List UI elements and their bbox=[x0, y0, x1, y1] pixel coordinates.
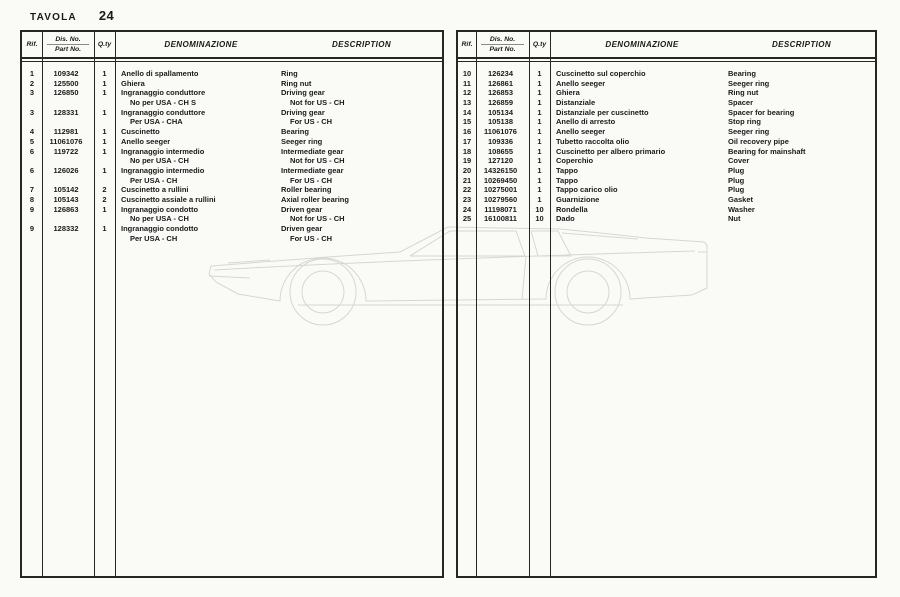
cell-names bbox=[115, 205, 442, 215]
header-part-no: Part No. bbox=[54, 45, 82, 53]
cell-denominazione: Ingranaggio intermedio bbox=[121, 165, 205, 175]
plate-number: 24 bbox=[98, 8, 115, 23]
cell-denominazione: Anello seeger bbox=[556, 78, 606, 88]
cell-qty: 1 bbox=[537, 194, 542, 204]
column-divider bbox=[94, 32, 95, 576]
cell-qty: 1 bbox=[537, 78, 542, 88]
cell-names bbox=[550, 205, 875, 215]
cell-qty bbox=[94, 156, 115, 166]
parts-row bbox=[22, 108, 442, 118]
parts-row bbox=[22, 88, 442, 98]
parts-row bbox=[458, 108, 875, 118]
cell-denominazione: Distanziale per cuscinetto bbox=[556, 107, 649, 117]
cell-names bbox=[550, 117, 875, 127]
cell-qty: 1 bbox=[102, 88, 107, 98]
parts-row bbox=[22, 224, 442, 234]
cell-rif: 8 bbox=[29, 194, 35, 204]
cell-description: Seeger ring bbox=[281, 136, 323, 146]
cell-denominazione: No per USA - CH S bbox=[130, 98, 196, 108]
cell-denominazione: Cuscinetto bbox=[121, 127, 160, 137]
cell-description: Gasket bbox=[728, 194, 754, 204]
cell-description: Stop ring bbox=[728, 117, 761, 127]
cell-names bbox=[550, 79, 875, 89]
parts-row bbox=[22, 69, 442, 79]
cell-description: Roller bearing bbox=[281, 185, 332, 195]
cell-rif: 3 bbox=[29, 107, 35, 117]
parts-row-variant-note bbox=[22, 176, 442, 186]
cell-denominazione: Ingranaggio conduttore bbox=[121, 88, 206, 98]
cell-description: Ring nut bbox=[728, 88, 759, 98]
parts-row bbox=[458, 147, 875, 157]
cell-denominazione: Cuscinetto assiale a rullini bbox=[121, 194, 216, 204]
cell-rif bbox=[22, 176, 42, 186]
parts-row bbox=[22, 195, 442, 205]
cell-qty: 1 bbox=[537, 117, 542, 127]
cell-part-number: 125500 bbox=[53, 78, 79, 88]
cell-names bbox=[550, 156, 875, 166]
header-qty: Q.ty bbox=[532, 40, 547, 48]
cell-denominazione: Anello seeger bbox=[556, 127, 606, 137]
cell-names bbox=[115, 79, 442, 89]
cell-denominazione: Dado bbox=[556, 214, 575, 224]
cell-part-number: 10279560 bbox=[483, 194, 518, 204]
cell-denominazione: Rondella bbox=[556, 204, 588, 214]
cell-description: Seeger ring bbox=[728, 127, 770, 137]
parts-row bbox=[458, 214, 875, 224]
cell-names bbox=[115, 147, 442, 157]
column-divider bbox=[476, 32, 477, 576]
cell-part-number: 105142 bbox=[53, 185, 79, 195]
cell-denominazione: Cuscinetto per albero primario bbox=[556, 146, 666, 156]
parts-table-right bbox=[456, 30, 877, 578]
parts-row bbox=[458, 156, 875, 166]
cell-description: Spacer bbox=[728, 98, 754, 108]
parts-row-variant-note bbox=[22, 117, 442, 127]
cell-rif: 6 bbox=[29, 146, 35, 156]
cell-qty: 1 bbox=[537, 185, 542, 195]
cell-denominazione: Ingranaggio condotto bbox=[121, 204, 199, 214]
parts-row bbox=[22, 137, 442, 147]
cell-description: Ring nut bbox=[281, 78, 312, 88]
cell-description: For US - CH bbox=[290, 117, 333, 127]
cell-qty: 1 bbox=[537, 107, 542, 117]
cell-part-number: 126850 bbox=[53, 88, 79, 98]
cell-denominazione: Ghiera bbox=[556, 88, 580, 98]
cell-rif: 1 bbox=[29, 69, 35, 78]
parts-row bbox=[22, 127, 442, 137]
cell-names bbox=[550, 185, 875, 195]
cell-qty: 1 bbox=[102, 107, 107, 117]
cell-names bbox=[115, 88, 442, 98]
table-header bbox=[22, 32, 442, 59]
parts-row bbox=[458, 176, 875, 186]
cell-qty: 1 bbox=[102, 204, 107, 214]
cell-denominazione: Cuscinetto sul coperchio bbox=[556, 69, 646, 78]
parts-row bbox=[458, 166, 875, 176]
parts-row bbox=[458, 185, 875, 195]
cell-description: Not for US - CH bbox=[290, 156, 345, 166]
cell-qty: 1 bbox=[102, 224, 107, 233]
cell-denominazione: Per USA - CH bbox=[130, 175, 178, 185]
header-rif: Rif. bbox=[26, 40, 38, 48]
cell-qty: 1 bbox=[102, 69, 107, 78]
cell-rif: 5 bbox=[29, 136, 35, 146]
column-divider bbox=[529, 32, 530, 576]
cell-rif: 13 bbox=[462, 98, 472, 108]
cell-names bbox=[550, 88, 875, 98]
cell-description: Bearing bbox=[728, 69, 756, 78]
cell-qty: 1 bbox=[537, 165, 542, 175]
cell-qty bbox=[94, 117, 115, 127]
parts-row bbox=[458, 79, 875, 89]
cell-denominazione: Tappo carico olio bbox=[556, 185, 618, 195]
cell-rif: 4 bbox=[29, 127, 35, 137]
cell-names bbox=[550, 137, 875, 147]
parts-row bbox=[458, 205, 875, 215]
cell-names bbox=[550, 69, 875, 79]
cell-denominazione: Anello di spallamento bbox=[121, 69, 199, 78]
cell-rif: 15 bbox=[462, 117, 472, 127]
column-divider bbox=[115, 32, 116, 576]
header-rif: Rif. bbox=[461, 40, 473, 48]
parts-row-variant-note bbox=[22, 214, 442, 224]
cell-rif bbox=[22, 117, 42, 127]
header-names bbox=[550, 32, 875, 57]
cell-description: Washer bbox=[728, 204, 755, 214]
cell-description: Intermediate gear bbox=[281, 165, 344, 175]
cell-qty: 1 bbox=[102, 136, 107, 146]
cell-rif: 2 bbox=[29, 78, 35, 88]
cell-description: Not for US - CH bbox=[290, 98, 345, 108]
cell-rif: 18 bbox=[462, 146, 472, 156]
cell-rif: 24 bbox=[462, 204, 472, 214]
header-part-number bbox=[42, 36, 94, 54]
cell-denominazione: Per USA - CHA bbox=[130, 117, 183, 127]
cell-part-number: 14326150 bbox=[483, 165, 518, 175]
cell-rif: 10 bbox=[462, 69, 472, 78]
header-qty: Q.ty bbox=[97, 40, 112, 48]
table-header bbox=[458, 32, 875, 59]
cell-names bbox=[115, 176, 442, 186]
cell-rif: 21 bbox=[462, 175, 472, 185]
header-description: DESCRIPTION bbox=[331, 40, 392, 49]
cell-denominazione: Tappo bbox=[556, 165, 578, 175]
cell-names bbox=[115, 117, 442, 127]
cell-qty bbox=[94, 98, 115, 108]
cell-qty: 1 bbox=[537, 127, 542, 137]
cell-part-number: 109336 bbox=[487, 136, 514, 146]
header-description: DESCRIPTION bbox=[771, 40, 832, 49]
parts-row bbox=[458, 195, 875, 205]
parts-row bbox=[458, 127, 875, 137]
cell-part-number: 112981 bbox=[53, 127, 79, 137]
cell-description: Cover bbox=[728, 156, 750, 166]
parts-row-variant-note bbox=[22, 234, 442, 244]
parts-row-variant-note bbox=[22, 156, 442, 166]
cell-description: For US - CH bbox=[290, 233, 333, 243]
parts-row bbox=[458, 117, 875, 127]
cell-rif: 11 bbox=[463, 78, 471, 88]
cell-rif: 16 bbox=[462, 127, 472, 137]
cell-part-number: 16100811 bbox=[484, 214, 517, 224]
cell-rif bbox=[22, 98, 42, 108]
cell-rif bbox=[22, 214, 42, 224]
cell-qty: 1 bbox=[537, 146, 542, 156]
header-part-number bbox=[476, 36, 529, 54]
cell-description: Bearing bbox=[281, 127, 309, 137]
cell-denominazione: Coperchio bbox=[556, 156, 594, 166]
cell-rif bbox=[22, 156, 42, 166]
cell-qty: 1 bbox=[102, 146, 107, 156]
cell-qty: 10 bbox=[535, 214, 544, 224]
cell-rif: 25 bbox=[462, 214, 472, 224]
cell-qty: 1 bbox=[537, 98, 542, 108]
cell-description: Ring bbox=[281, 69, 298, 78]
cell-names bbox=[115, 166, 442, 176]
cell-rif: 6 bbox=[29, 165, 35, 175]
cell-qty: 1 bbox=[537, 175, 542, 185]
cell-part-number: 108655 bbox=[487, 146, 514, 156]
cell-part-number: 127120 bbox=[487, 156, 514, 166]
cell-names bbox=[115, 224, 442, 234]
cell-denominazione: Anello di arresto bbox=[556, 117, 616, 127]
cell-rif: 3 bbox=[29, 88, 35, 98]
cell-names bbox=[550, 214, 875, 224]
cell-rif: 23 bbox=[462, 194, 472, 204]
cell-names bbox=[115, 108, 442, 118]
cell-description: For US - CH bbox=[290, 175, 333, 185]
parts-table-left-body bbox=[22, 62, 442, 243]
header-dis-no: Dis. No. bbox=[55, 35, 81, 43]
cell-description: Nut bbox=[728, 214, 741, 224]
cell-part-number: 126234 bbox=[487, 69, 514, 78]
cell-part-number: 105134 bbox=[487, 107, 514, 117]
parts-row bbox=[22, 147, 442, 157]
cell-rif: 14 bbox=[462, 107, 472, 117]
page-title bbox=[30, 8, 114, 23]
cell-rif: 7 bbox=[29, 185, 35, 195]
cell-qty: 10 bbox=[535, 204, 544, 214]
parts-row bbox=[458, 137, 875, 147]
cell-qty bbox=[94, 176, 115, 186]
cell-qty: 1 bbox=[537, 88, 542, 98]
cell-rif: 19 bbox=[462, 156, 472, 166]
cell-denominazione: Guarnizione bbox=[556, 194, 600, 204]
cell-names bbox=[115, 98, 442, 108]
cell-part-number: 128332 bbox=[53, 224, 79, 233]
header-dis-no: Dis. No. bbox=[489, 35, 516, 43]
cell-description: Seeger ring bbox=[728, 78, 770, 88]
cell-description: Driven gear bbox=[281, 204, 323, 214]
cell-names bbox=[115, 234, 442, 244]
cell-description: Plug bbox=[728, 165, 745, 175]
cell-part-number: 126861 bbox=[487, 78, 514, 88]
cell-names bbox=[115, 69, 442, 79]
parts-row bbox=[22, 79, 442, 89]
cell-description: Plug bbox=[728, 175, 745, 185]
cell-names bbox=[550, 108, 875, 118]
cell-description: Driven gear bbox=[281, 224, 323, 233]
cell-qty: 2 bbox=[102, 185, 107, 195]
cell-names bbox=[550, 127, 875, 137]
cell-names bbox=[550, 98, 875, 108]
cell-part-number: 119722 bbox=[53, 146, 79, 156]
cell-description: Not for US - CH bbox=[290, 214, 345, 224]
cell-part-number: 126026 bbox=[53, 165, 79, 175]
cell-description: Driving gear bbox=[281, 107, 325, 117]
cell-qty bbox=[94, 234, 115, 244]
cell-description: Intermediate gear bbox=[281, 146, 344, 156]
cell-part-number bbox=[42, 234, 94, 244]
cell-part-number: 126859 bbox=[487, 98, 514, 108]
cell-denominazione: Tappo bbox=[556, 175, 578, 185]
column-divider bbox=[42, 32, 43, 576]
cell-names bbox=[115, 156, 442, 166]
cell-qty: 2 bbox=[102, 194, 107, 204]
cell-part-number: 10275001 bbox=[483, 185, 518, 195]
cell-qty: 1 bbox=[537, 69, 542, 78]
parts-row bbox=[458, 69, 875, 79]
cell-denominazione: Ingranaggio condotto bbox=[121, 224, 199, 233]
cell-names bbox=[550, 147, 875, 157]
header-denominazione: DENOMINAZIONE bbox=[164, 40, 238, 49]
cell-denominazione: Tubetto raccolta olio bbox=[556, 136, 630, 146]
cell-denominazione: Ingranaggio conduttore bbox=[121, 107, 206, 117]
cell-part-number: 11061076 bbox=[484, 127, 517, 137]
cell-names bbox=[550, 166, 875, 176]
cell-qty: 1 bbox=[537, 156, 542, 166]
header-names bbox=[115, 32, 442, 57]
cell-part-number: 10269450 bbox=[483, 175, 518, 185]
cell-denominazione: Per USA - CH bbox=[130, 233, 178, 243]
parts-row bbox=[22, 205, 442, 215]
cell-denominazione: Cuscinetto a rullini bbox=[121, 185, 189, 195]
cell-qty: 1 bbox=[102, 78, 107, 88]
cell-description: Oil recovery pipe bbox=[728, 136, 789, 146]
cell-part-number: 11198071 bbox=[484, 204, 517, 214]
cell-description: Driving gear bbox=[281, 88, 325, 98]
header-denominazione: DENOMINAZIONE bbox=[605, 40, 679, 49]
cell-part-number bbox=[42, 98, 94, 108]
cell-rif: 17 bbox=[462, 136, 472, 146]
cell-description: Plug bbox=[728, 185, 745, 195]
cell-denominazione: No per USA - CH bbox=[130, 214, 189, 224]
cell-denominazione: Distanziale bbox=[556, 98, 596, 108]
cell-part-number bbox=[42, 214, 94, 224]
cell-part-number: 11061076 bbox=[49, 136, 83, 146]
parts-row bbox=[22, 185, 442, 195]
cell-part-number: 126863 bbox=[53, 204, 79, 214]
cell-names bbox=[115, 127, 442, 137]
parts-row bbox=[458, 98, 875, 108]
cell-part-number bbox=[42, 117, 94, 127]
cell-names bbox=[550, 195, 875, 205]
parts-table-right-body bbox=[458, 62, 875, 224]
cell-names bbox=[115, 137, 442, 147]
cell-qty bbox=[94, 214, 115, 224]
cell-denominazione: Ingranaggio intermedio bbox=[121, 146, 205, 156]
parts-row bbox=[458, 88, 875, 98]
cell-rif: 20 bbox=[462, 165, 472, 175]
cell-names bbox=[115, 214, 442, 224]
parts-row bbox=[22, 166, 442, 176]
cell-rif: 9 bbox=[29, 224, 35, 233]
cell-names bbox=[115, 185, 442, 195]
cell-denominazione: No per USA - CH bbox=[130, 156, 189, 166]
cell-part-number: 109342 bbox=[53, 69, 79, 78]
cell-part-number: 128331 bbox=[53, 107, 79, 117]
header-part-no: Part No. bbox=[489, 45, 516, 53]
cell-rif: 9 bbox=[29, 204, 35, 214]
cell-part-number bbox=[42, 176, 94, 186]
cell-names bbox=[115, 195, 442, 205]
cell-names bbox=[550, 176, 875, 186]
cell-qty: 1 bbox=[102, 165, 107, 175]
cell-description: Spacer for bearing bbox=[728, 107, 795, 117]
cell-rif: 22 bbox=[462, 185, 472, 195]
cell-denominazione: Ghiera bbox=[121, 78, 145, 88]
cell-part-number: 105138 bbox=[487, 117, 514, 127]
cell-qty: 1 bbox=[102, 127, 107, 137]
cell-denominazione: Anello seeger bbox=[121, 136, 171, 146]
cell-qty: 1 bbox=[537, 136, 542, 146]
cell-description: Axial roller bearing bbox=[281, 194, 349, 204]
parts-table-left bbox=[20, 30, 444, 578]
cell-part-number: 126853 bbox=[487, 88, 514, 98]
column-divider bbox=[550, 32, 551, 576]
cell-part-number bbox=[42, 156, 94, 166]
parts-row-variant-note bbox=[22, 98, 442, 108]
cell-rif: 12 bbox=[462, 88, 472, 98]
plate-label: TAVOLA bbox=[30, 12, 77, 23]
cell-description: Bearing for mainshaft bbox=[728, 146, 806, 156]
cell-part-number: 105143 bbox=[53, 194, 79, 204]
cell-rif bbox=[22, 234, 42, 244]
